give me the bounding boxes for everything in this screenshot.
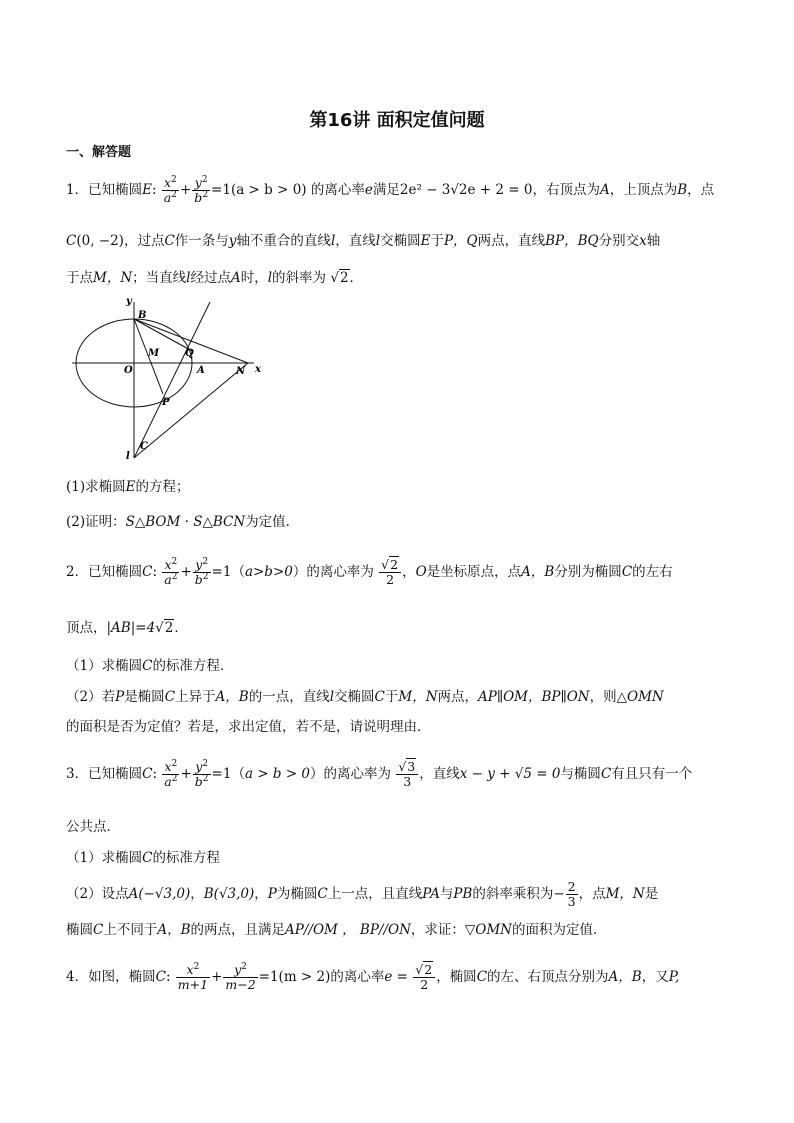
problem-3-q1: （1）求椭圆C的标准方程 <box>66 850 220 866</box>
problem-2-q1: （1）求椭圆C的标准方程． <box>66 658 234 674</box>
label-m: M <box>148 348 160 359</box>
problem-4-line-1: 4．如图，椭圆C: $\frac{x^2}{m+1}$ + $\frac{y^2}{m-2}$ =1(m > 2)的离心率e = $\frac{√2}{2}$ ，椭圆C的左、右顶点分别为A，B，又P, <box>66 962 680 992</box>
problem-1-q2: (2)证明：S△BOM · S△BCN为定值． <box>66 514 300 530</box>
label-y: y <box>126 296 132 307</box>
label-q: Q <box>185 348 194 359</box>
problem-2-line-2: 顶点，|AB|=4√2． <box>66 620 188 636</box>
problem-2-q2-line-2: 的面积是否为定值？若是，求出定值，若不是，请说明理由． <box>66 719 431 735</box>
problem-2-q2-line-1: （2）若P是椭圆C上异于A，B的一点，直线l交椭圆C于M，N两点，AP∥OM，BP∥ON，则△OMN <box>66 689 664 705</box>
line-bq <box>134 319 192 351</box>
section-heading: 一、解答题 <box>66 145 132 160</box>
problem-1-line-1: 1．已知椭圆E: $\frac{x^2}{a^2}$ + $\frac{y^2}{b^2}$ =1(a > b > 0) 的离心率e满足2e² − 3√2e + 2 = 0，右顶点为A，上顶点为B，点 <box>66 175 715 206</box>
problem-1-q1: (1)求椭圆E的方程； <box>66 479 190 495</box>
label-o: O <box>124 365 133 376</box>
ellipse-figure <box>68 296 268 466</box>
problem-2-line-1: 2．已知椭圆C: $\frac{x^2}{a^2}$ + $\frac{y^2}{b^2}$ =1（a>b>0）的离心率为 $\frac{√2}{2}$ ，O是坐标原点，点A，B分别为椭圆C的左右 <box>66 557 673 588</box>
label-b: B <box>138 310 147 321</box>
problem-3-line-2: 公共点． <box>66 819 120 835</box>
problem-3-line-1: 3．已知椭圆C: $\frac{x^2}{a^2}$ + $\frac{y^2}{b^2}$ =1（a > b > 0）的离心率为 $\frac{√3}{3}$ ，直线x − y + √5 = 0与椭圆C有且只有一个 <box>66 759 693 790</box>
problem-3-q2-line-2: 椭圆C上不同于A，B的两点，且满足AP//OM ， BP//ON，求证：▽OMN的面积为定值． <box>66 922 607 938</box>
label-a: A <box>197 365 205 376</box>
label-l: l <box>126 451 130 462</box>
problem-1-line-2: C(0, −2)，过点C作一条与y轴不重合的直线l，直线l交椭圆E于P，Q两点，直线BP，BQ分别交x轴 <box>66 233 661 249</box>
label-n: N <box>236 366 246 377</box>
label-p: P <box>162 397 170 408</box>
label-c: C <box>140 441 148 452</box>
problem-3-q2-line-1: （2）设点A(−√3,0)，B(√3,0)，P为椭圆C上一点，且直线PA与PB的斜率乘积为− $\frac{2}{3}$ ，点M，N是 <box>66 879 659 909</box>
label-x: x <box>255 364 261 375</box>
page-title: 第16讲 面积定值问题 <box>309 110 485 131</box>
line-cn <box>134 363 248 458</box>
problem-1-line-3: 于点M，N；当直线l经过点A时，l的斜率为 √2． <box>66 270 364 286</box>
